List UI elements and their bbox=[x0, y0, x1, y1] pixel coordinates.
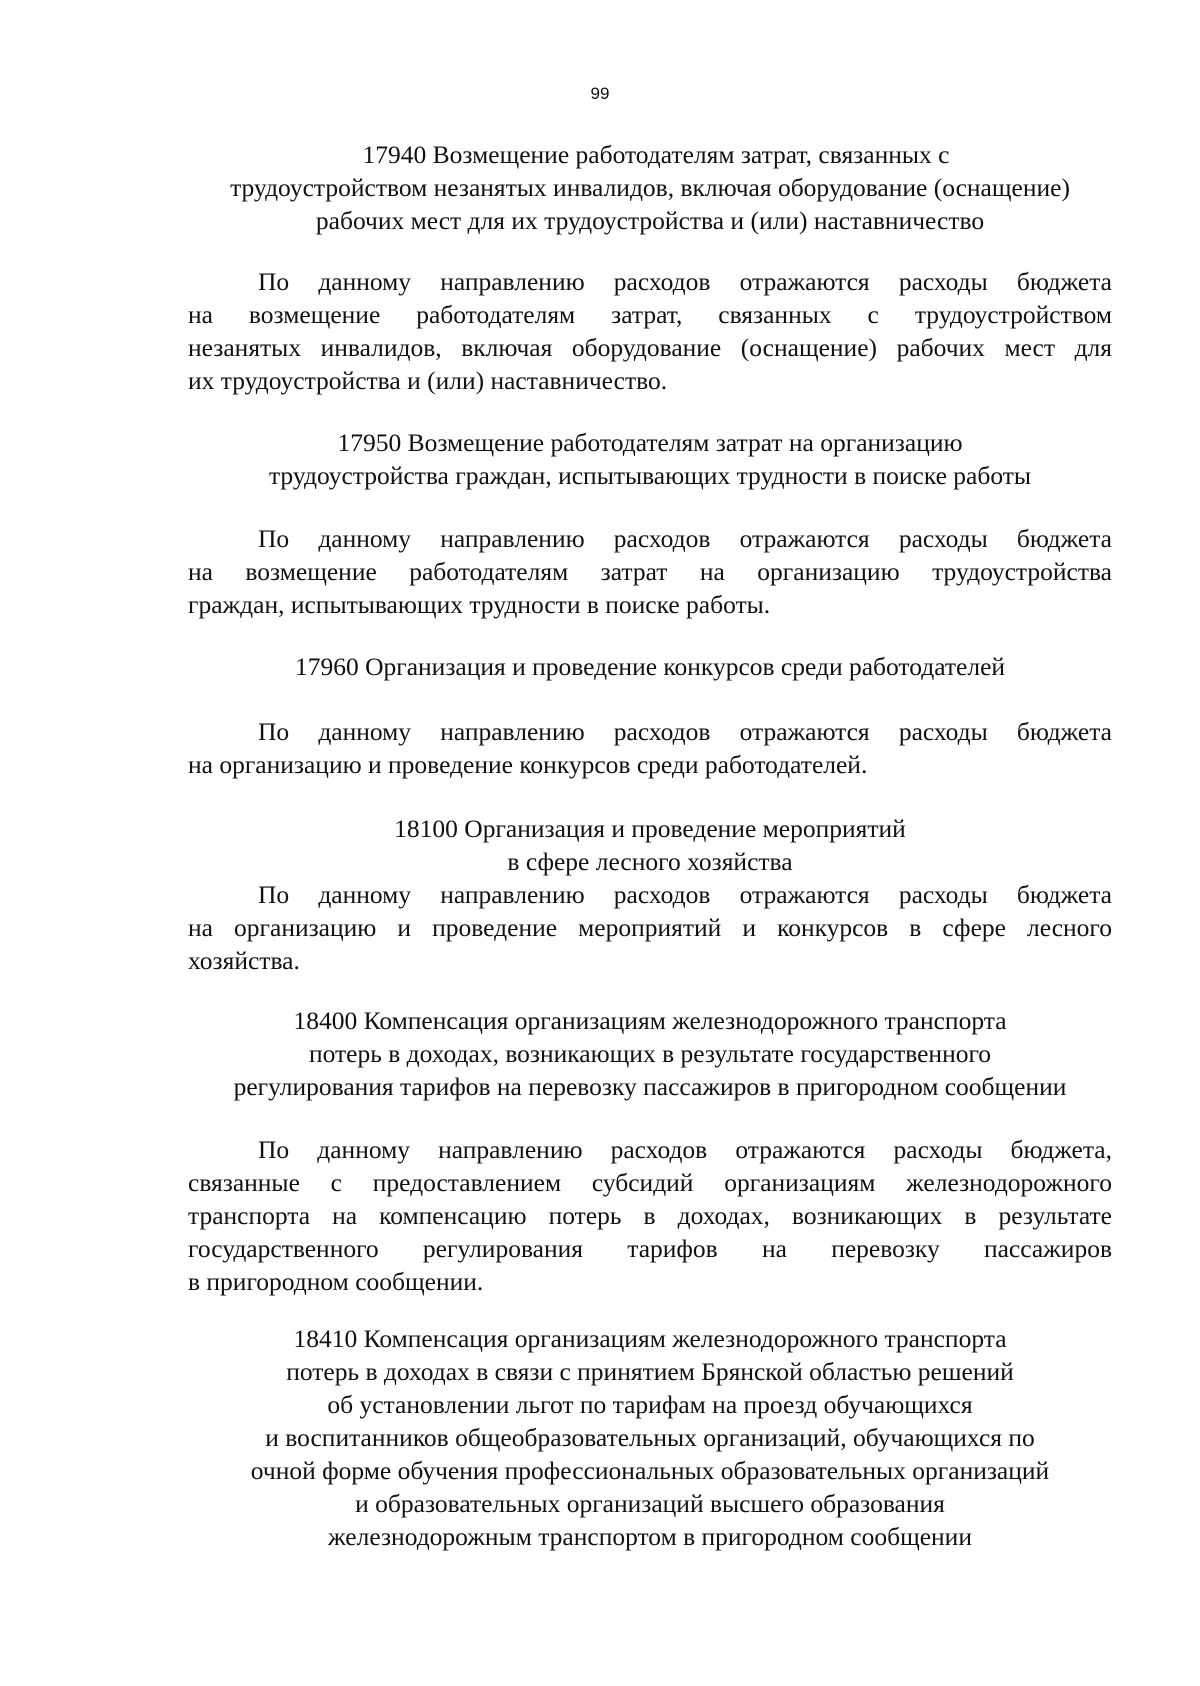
heading-line: очной форме обучения профессиональных образовательных организаций bbox=[250, 1456, 1050, 1485]
body-line: на организацию и проведение мероприятий и конкурсов в сфере лесного bbox=[188, 913, 1112, 942]
section-heading-18100 bbox=[180, 812, 1120, 878]
heading-line: железнодорожным транспортом в пригородном сообщении bbox=[328, 1522, 972, 1551]
heading-line: 18400 Компенсация организациям железнодорожного транспорта bbox=[293, 1006, 1007, 1035]
body-line: По данному направлению расходов отражаются расходы бюджета bbox=[258, 524, 1112, 553]
body-line: на возмещение работодателям затрат, связанных с трудоустройством bbox=[188, 300, 1112, 329]
heading-line: и воспитанников общеобразовательных организаций, обучающихся по bbox=[265, 1423, 1035, 1452]
heading-line: 17940 Возмещение работодателям затрат, связанных с bbox=[362, 140, 950, 169]
body-line: на возмещение работодателям затрат на организацию трудоустройства bbox=[188, 557, 1112, 586]
section-body-18400 bbox=[188, 1133, 1112, 1298]
section-heading-17950 bbox=[180, 426, 1120, 492]
heading-line: регулирования тарифов на перевозку пассажиров в пригородном сообщении bbox=[233, 1072, 1067, 1101]
heading-line: 17960 Организация и проведение конкурсов среди работодателей bbox=[294, 652, 1006, 681]
body-line: граждан, испытывающих трудности в поиске работы. bbox=[188, 590, 771, 619]
body-line: связанные с предоставлением субсидий организациям железнодорожного bbox=[188, 1168, 1112, 1197]
heading-line: 18100 Организация и проведение мероприятий bbox=[394, 814, 906, 843]
body-line: По данному направлению расходов отражаются расходы бюджета bbox=[258, 717, 1112, 746]
heading-line: потерь в доходах, возникающих в результате государственного bbox=[308, 1039, 992, 1068]
section-heading-18410 bbox=[180, 1322, 1120, 1553]
body-line: незанятых инвалидов, включая оборудование (оснащение) рабочих мест для bbox=[188, 333, 1112, 362]
heading-line: рабочих мест для их трудоустройства и (или) наставничество bbox=[315, 206, 985, 235]
heading-line: трудоустройством незанятых инвалидов, включая оборудование (оснащение) bbox=[230, 173, 1070, 202]
section-heading-17960 bbox=[180, 650, 1120, 683]
heading-line: 17950 Возмещение работодателям затрат на организацию bbox=[337, 428, 963, 457]
body-line: в пригородном сообщении. bbox=[188, 1267, 484, 1296]
section-heading-17940 bbox=[170, 138, 1130, 237]
body-line: транспорта на компенсацию потерь в доходах, возникающих в результате bbox=[188, 1201, 1112, 1230]
section-body-17950 bbox=[188, 522, 1112, 621]
section-body-17960 bbox=[188, 715, 1112, 781]
heading-line: и образовательных организаций высшего образования bbox=[355, 1489, 945, 1518]
heading-line: в сфере лесного хозяйства bbox=[507, 847, 793, 876]
heading-line: потерь в доходах в связи с принятием Брянской областью решений bbox=[286, 1357, 1014, 1386]
body-line: По данному направлению расходов отражаются расходы бюджета bbox=[258, 267, 1112, 296]
body-line: государственного регулирования тарифов на перевозку пассажиров bbox=[188, 1234, 1112, 1263]
section-body-18100 bbox=[188, 878, 1112, 977]
section-body-17940 bbox=[188, 265, 1112, 397]
heading-line: об установлении льгот по тарифам на проезд обучающихся bbox=[327, 1390, 973, 1419]
body-line: По данному направлению расходов отражаются расходы бюджета, bbox=[258, 1135, 1112, 1164]
page-number: 99 bbox=[590, 84, 610, 103]
heading-line: 18410 Компенсация организациям железнодорожного транспорта bbox=[293, 1324, 1007, 1353]
body-line: на организацию и проведение конкурсов среди работодателей. bbox=[188, 750, 868, 779]
body-line: По данному направлению расходов отражаются расходы бюджета bbox=[258, 880, 1112, 909]
heading-line: трудоустройства граждан, испытывающих трудности в поиске работы bbox=[268, 461, 1032, 490]
body-line: их трудоустройства и (или) наставничество. bbox=[188, 366, 668, 395]
body-line: хозяйства. bbox=[188, 946, 300, 975]
section-heading-18400 bbox=[180, 1004, 1120, 1103]
